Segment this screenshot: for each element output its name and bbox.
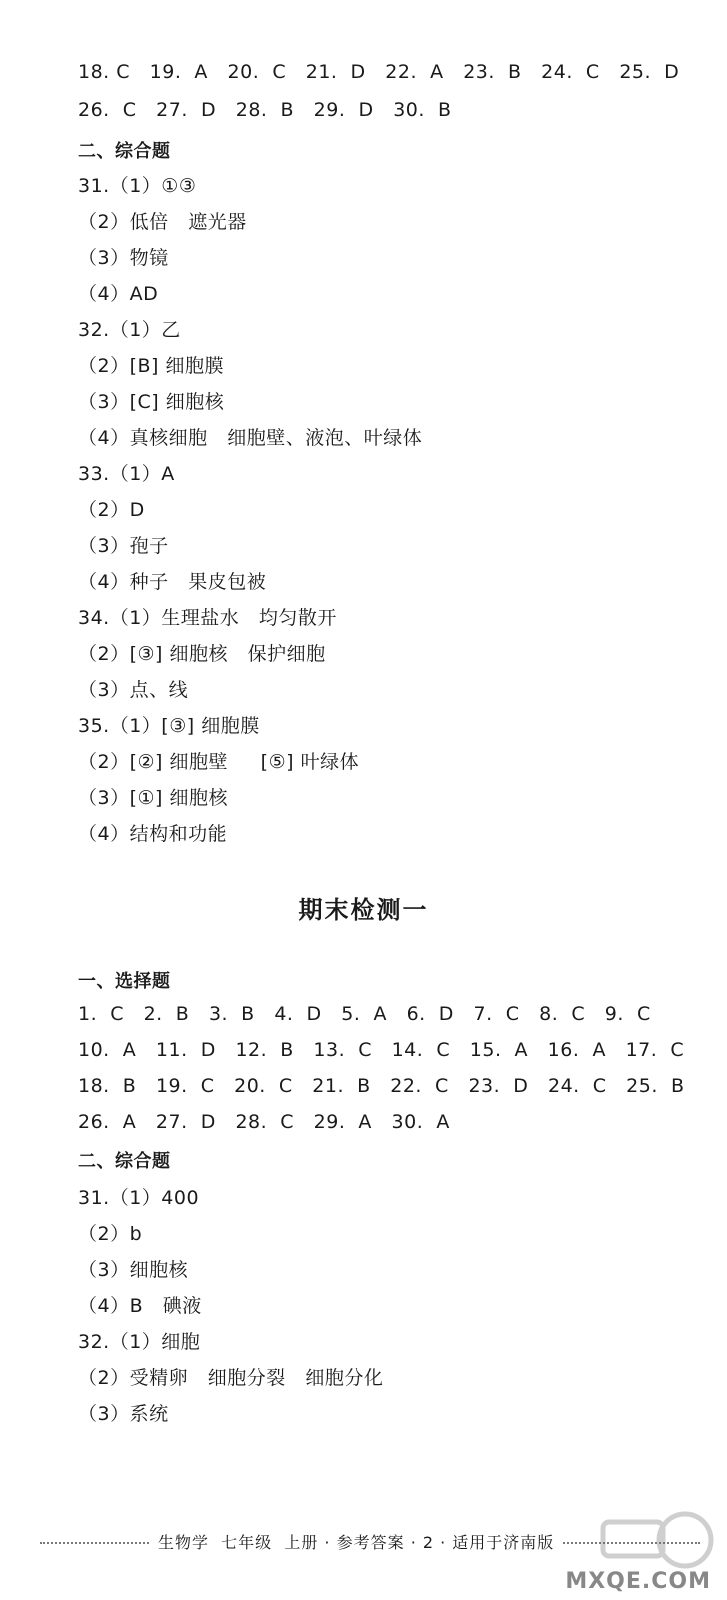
answer-line: （2）受精卵 细胞分裂 细胞分化 — [78, 1367, 384, 1389]
answer-line: （3）孢子 — [78, 535, 169, 557]
answer-line: 31.（1）400 — [78, 1187, 200, 1209]
answer-line: 34.（1）生理盐水 均匀散开 — [78, 607, 337, 629]
answer-line: （4）AD — [78, 283, 159, 305]
answer-line: 35.（1）[③] 细胞膜 — [78, 715, 260, 737]
answer-line: （4）B 碘液 — [78, 1295, 202, 1317]
answer-line: （3）细胞核 — [78, 1259, 189, 1281]
watermark-text: MXQE.COM — [565, 1569, 711, 1594]
answer-line: 32.（1）乙 — [78, 319, 181, 341]
answer-line: （2）低倍 遮光器 — [78, 211, 247, 233]
answer-line: （2）[②] 细胞壁 [⑤] 叶绿体 — [78, 751, 360, 773]
answer-line: （4）结构和功能 — [78, 823, 228, 845]
answer-line: （3）[C] 细胞核 — [78, 391, 225, 413]
choice-line: 26. C 27. D 28. B 29. D 30. B — [78, 99, 452, 121]
answer-line: （2）D — [78, 499, 145, 521]
answer-line: 33.（1）A — [78, 463, 175, 485]
answer-line: （2）[③] 细胞核 保护细胞 — [78, 643, 326, 665]
answer-line: （4）种子 果皮包被 — [78, 571, 267, 593]
answer-line: （3）[①] 细胞核 — [78, 787, 228, 809]
choice-line: 18. B 19. C 20. C 21. B 22. C 23. D 24. C 25. B — [78, 1075, 685, 1097]
answer-line: （3）系统 — [78, 1403, 169, 1425]
section-heading: 二、综合题 — [78, 1151, 171, 1172]
answer-line: 31.（1）①③ — [78, 175, 197, 197]
choice-line: 1. C 2. B 3. B 4. D 5. A 6. D 7. C 8. C 9. C — [78, 1003, 651, 1025]
answer-line: （4）真核细胞 细胞壁、液泡、叶绿体 — [78, 427, 423, 449]
choice-line: 10. A 11. D 12. B 13. C 14. C 15. A 16. A 17. C — [78, 1039, 685, 1061]
choice-line: 26. A 27. D 28. C 29. A 30. A — [78, 1111, 450, 1133]
answer-line: （2）b — [78, 1223, 143, 1245]
page-title: 期末检测一 — [298, 896, 429, 924]
footer-text: 生物学 七年级 上册 · 参考答案 · 2 · 适用于济南版 — [150, 1530, 562, 1553]
answer-line: （2）[B] 细胞膜 — [78, 355, 224, 377]
answer-line: （3）点、线 — [78, 679, 189, 701]
answer-line: 32.（1）细胞 — [78, 1331, 201, 1353]
section-heading: 二、综合题 — [78, 141, 171, 162]
choice-line: 18. C 19. A 20. C 21. D 22. A 23. B 24. C 25. D — [78, 61, 680, 83]
answer-line: （3）物镜 — [78, 247, 169, 269]
section-heading: 一、选择题 — [78, 971, 171, 992]
